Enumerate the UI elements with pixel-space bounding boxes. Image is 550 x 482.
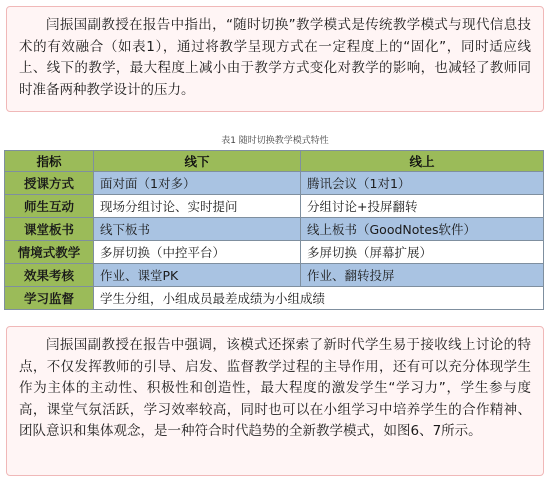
- intro-paragraph-box: [6, 6, 544, 112]
- row-label: 学习监督: [5, 287, 94, 310]
- cell-offline: 面对面（1对多）: [94, 172, 301, 195]
- cell-offline: 线下板书: [94, 218, 301, 241]
- row-label: 效果考核: [5, 264, 94, 287]
- cell-offline: 多屏切换（中控平台）: [94, 241, 301, 264]
- table-row: [5, 172, 544, 195]
- table-row: [5, 264, 544, 287]
- cell-merged: 学生分组，小组成员最差成绩为小组成绩: [94, 287, 544, 310]
- table-row: [5, 218, 544, 241]
- row-label: 师生互动: [5, 195, 94, 218]
- table-header-row: [5, 151, 544, 172]
- header-offline: 线下: [94, 151, 301, 172]
- feature-table: [4, 150, 544, 310]
- table-row: [5, 241, 544, 264]
- row-label: 课堂板书: [5, 218, 94, 241]
- conclusion-paragraph-box: [6, 326, 544, 476]
- cell-online: 作业、翻转投屏: [301, 264, 544, 287]
- intro-paragraph: 闫振国副教授在报告中指出，“随时切换”教学模式是传统教学模式与现代信息技术的有效融合（如表1），通过将教学呈现方式在一定程度上的“固化”，同时适应线上、线下的教学，最大程度上减小由于教学方式变化对教学的影响，也减轻了教师同时准备两种教学设计的压力。: [19, 17, 531, 98]
- cell-online: 多屏切换（屏幕扩展）: [301, 241, 544, 264]
- table-row: [5, 195, 544, 218]
- cell-online: 线上板书（GoodNotes软件）: [301, 218, 544, 241]
- conclusion-paragraph: 闫振国副教授在报告中强调，该模式还探索了新时代学生易于接收线上讨论的特点，不仅发挥教师的引导、启发、监督教学过程的主导作用，还有可以充分体现学生作为主体的主动性、积极性和创造性，最大程度的激发学生“学习力”，学生参与度高，课堂气氛活跃，学习效率较高，同时也可以在小组学习中培养学生的合作精神、团队意识和集体观念，是一种符合时代趋势的全新教学模式，如图6、7所示。: [19, 337, 531, 439]
- row-label: 授课方式: [5, 172, 94, 195]
- cell-offline: 现场分组讨论、实时提问: [94, 195, 301, 218]
- header-indicator: 指标: [5, 151, 94, 172]
- table-row: [5, 287, 544, 310]
- row-label: 情境式教学: [5, 241, 94, 264]
- table-caption: 表1 随时切换教学模式特性: [221, 136, 329, 146]
- cell-online: 分组讨论+投屏翻转: [301, 195, 544, 218]
- cell-online: 腾讯会议（1对1）: [301, 172, 544, 195]
- cell-offline: 作业、课堂PK: [94, 264, 301, 287]
- header-online: 线上: [301, 151, 544, 172]
